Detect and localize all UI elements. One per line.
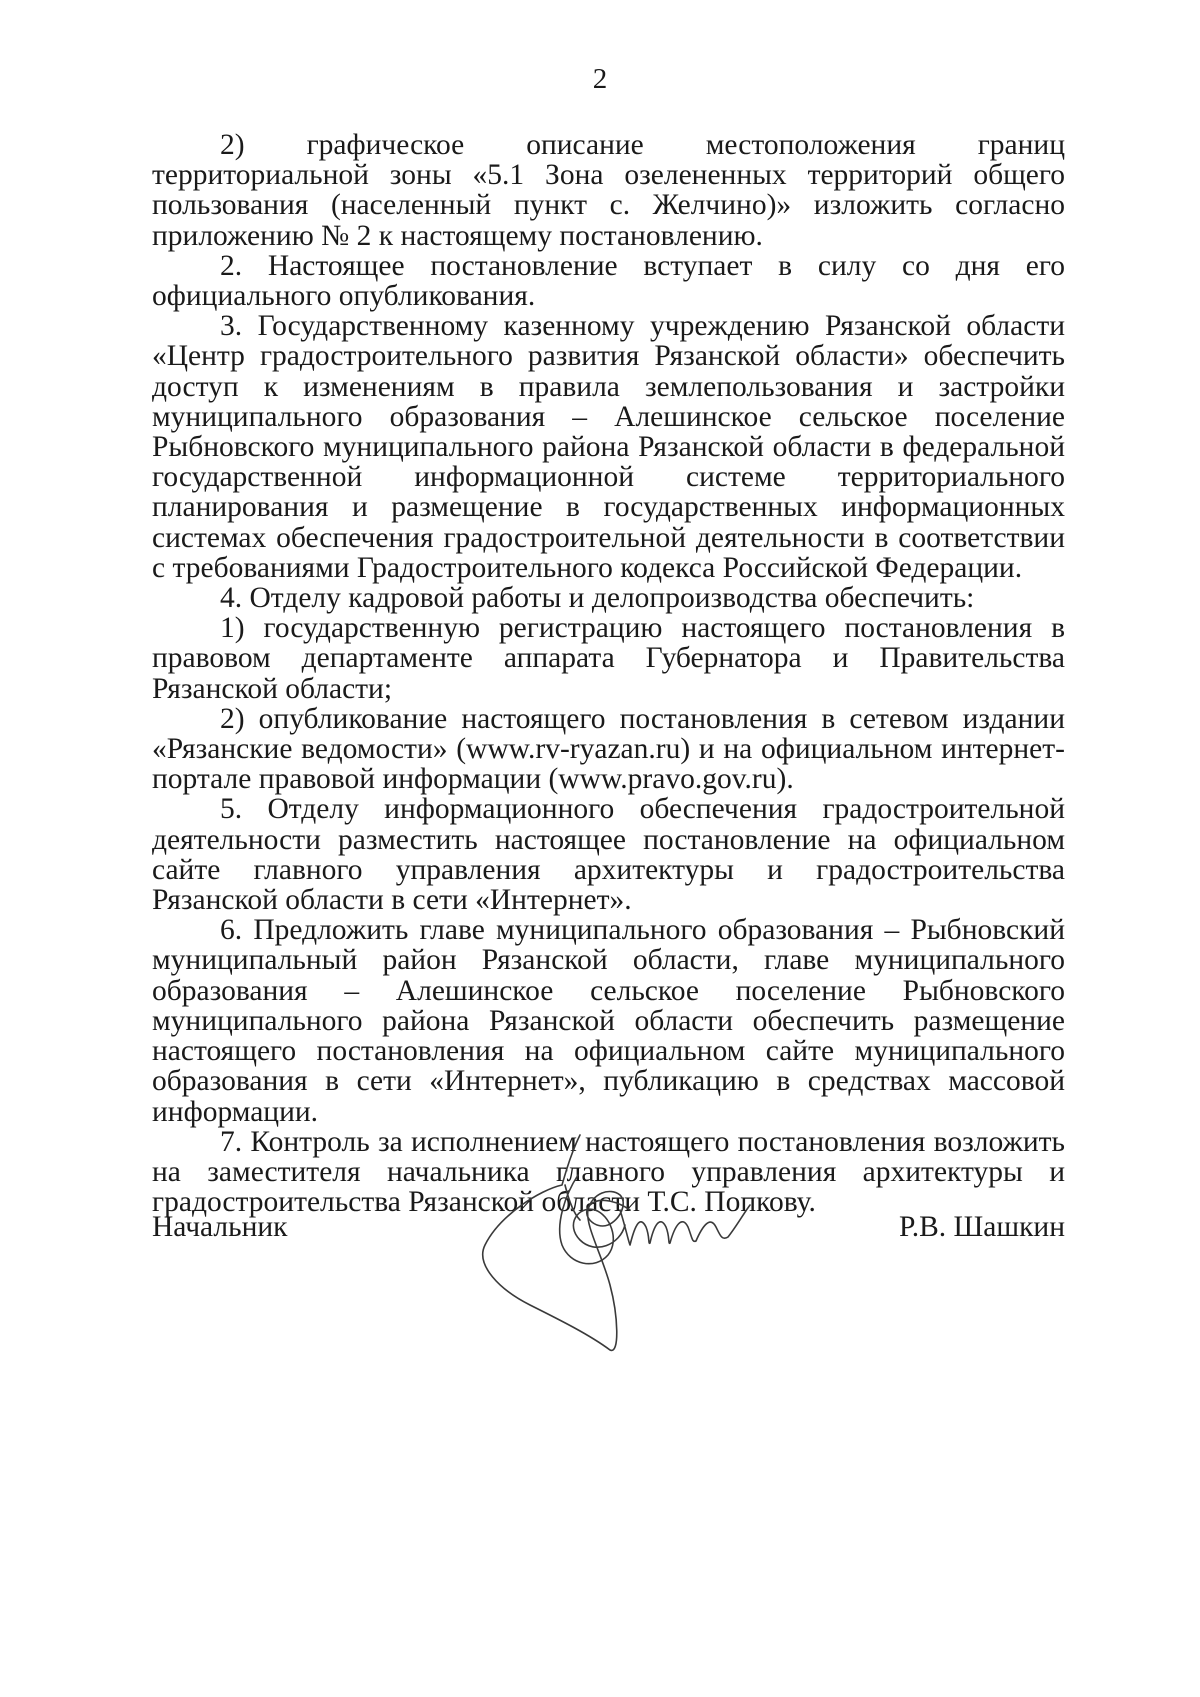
page-number: 2	[592, 63, 608, 95]
paragraph-item-4: 4. Отделу кадровой работы и делопроизводства обеспечить:	[220, 582, 975, 615]
paragraph-item-6: 6. Предложить главе муниципального образования – Рыбновский муниципальный район Рязанской области, главе муниципального образования – Алешинское сельское поселение Рыбновского муниципального района Рязанской области обеспечить размещение настоящего постановления на официальном сайте муниципального образования в сети «Интернет», публикацию в средствах массовой информации.	[152, 914, 1065, 1128]
paragraph-zone-description: 2) графическое описание местоположения границ территориальной зоны «5.1 Зона озелененных территорий общего пользования (населенный пункт с. Желчино)» изложить согласно приложению № 2 к настоящему постановлению.	[152, 129, 1065, 252]
paragraph-item-3: 3. Государственному казенному учреждению Рязанской области «Центр градостроительного развития Рязанской области» обеспечить доступ к изменениям в правила землепользования и застройки муниципального образования – Алешинское сельское поселение Рыбновского муниципального района Рязанской области в федеральной государственной информационной системе территориального планирования и размещение в государственных информационных системах обеспечения градостроительной деятельности в соответствии с требованиями Градостроительного кодекса Российской Федерации.	[152, 310, 1065, 584]
paragraph-item-4-2: 2) опубликование настоящего постановления в сетевом издании «Рязанские ведомости» (www.rv-ryazan.ru) и на официальном интернет-портале правовой информации (www.pravo.gov.ru).	[152, 702, 1065, 796]
paragraph-item-7: 7. Контроль за исполнением настоящего постановления возложить на заместителя начальника главного управления архитектуры и градостроительства Рязанской области Т.С. Попкову.	[152, 1125, 1065, 1219]
document-body	[152, 130, 1065, 1217]
signatory-title: Начальник	[152, 1211, 288, 1243]
paragraph-item-2: 2. Настоящее постановление вступает в силу со дня его официального опубликования.	[152, 249, 1065, 313]
handwritten-signature	[470, 1115, 770, 1365]
paragraph-item-4-1: 1) государственную регистрацию настоящего постановления в правовом департаменте аппарата Губернатора и Правительства Рязанской области;	[152, 612, 1065, 705]
signatory-name: Р.В. Шашкин	[899, 1211, 1065, 1243]
paragraph-item-5: 5. Отделу информационного обеспечения градостроительной деятельности разместить настоящее постановление на официальном сайте главного управления архитектуры и градостроительства Рязанской области в сети «Интернет».	[152, 793, 1065, 917]
